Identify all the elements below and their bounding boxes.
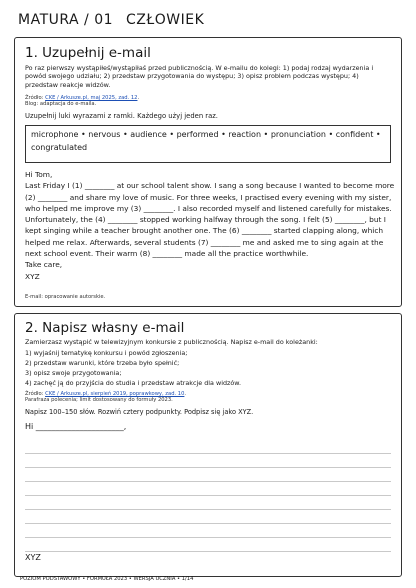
exam-label: MATURA / 01 [18,12,114,28]
page-header [18,12,398,32]
point-3: 3) opisz swoje przygotowania; [25,369,122,377]
point-2: 2) przedstaw warunki, które trzeba było spełnić; [25,359,180,367]
letter-paragraph-1: Last Friday I (1) ________ at our school talent show. I sang a song because I wanted to become more (2) ________ and share my love of music. For three weeks, I practised every evening with my sister, who helped me improve my (3) ________. I also recorded myself and listened carefully for mistakes. [25,181,395,213]
email-letter [25,169,395,282]
task-2-points [25,348,393,388]
task-1-instruction: Uzupełnij luki wyrazami z ramki. Każdego użyj jeden raz. [25,112,218,120]
task-1-source: Źródło: CKE / Arkusze.pl, maj 2025, zad. 12. [25,95,140,101]
letter-paragraph-2: Unfortunately, the (4) ________ stopped working halfway through the song. I felt (5) ________, but I kept singing while a teacher brought another one. The (6) ________ started clapping along, which helped me relax. Afterwards, several students (7) ________ me and asked me to sing again at the next school event. Their warm (8) ________ made all the practice worthwhile. [25,215,386,259]
topic-label: CZŁOWIEK [126,12,205,28]
signature: XYZ [25,553,41,562]
page-footer: POZIOM PODSTAWOWY • FORMUŁA 2023 • WERSJA UCZNIA • 1/14 [20,576,194,582]
source-link[interactable]: CKE / Arkusze.pl, maj 2025, zad. 12 [45,95,138,101]
word-bank: microphone • nervous • audience • performed • reaction • pronunciation • confident • congratulated [25,125,391,163]
task-1-box [14,37,402,307]
point-1: 1) wyjaśnij tematykę konkursu i powód zgłoszenia; [25,349,188,357]
source-label: Źródło: [25,391,44,397]
point-4: 4) zachęć ją do przyjścia do studia i przedstaw atrakcje dla widzów. [25,379,241,387]
source-label: Źródło: [25,95,44,101]
task-2-source-note: Parafraza polecenia; limit dostosowany do formuły 2023. [25,397,173,403]
task-2-box [14,313,402,577]
letter-greeting: Hi Tom, [25,170,53,179]
letter-closing: Take care, [25,260,63,270]
writing-lines[interactable] [25,440,391,552]
greeting-line[interactable]: Hi ______________________, [25,422,127,431]
task-2-intro: Zamierzasz wystąpić w telewizyjnym konkursie z publicznością. Napisz e-mail do koleżanki: [25,338,318,346]
task-2-instruction: Napisz 100–150 słów. Rozwiń cztery podpunkty. Podpisz się jako XYZ. [25,408,254,416]
task-1-title: 1. Uzupełnij e-mail [25,45,151,61]
task-2-source: Źródło: CKE / Arkusze.pl, sierpień 2019, poprawkowy, zad. 10. [25,391,187,397]
source-link[interactable]: CKE / Arkusze.pl, sierpień 2019, poprawkowy, zad. 10 [45,391,185,397]
letter-signature: XYZ [25,271,40,281]
task-2-title: 2. Napisz własny e-mail [25,320,185,336]
task-1-note: E-mail: opracowanie autorskie. [25,294,106,300]
task-1-blog-note: Blog: adaptacja do e-maila. [25,101,97,107]
task-1-intro: Po raz pierwszy wystąpiłeś/wystąpiłaś przed publicznością. W e-mailu do kolegi: 1) podaj rodzaj wydarzenia i powód swojego udziału; 2) przedstaw przygotowania do występu; 3) opisz problem podczas występu; 4) przedstaw reakcje widzów. [25,64,374,89]
